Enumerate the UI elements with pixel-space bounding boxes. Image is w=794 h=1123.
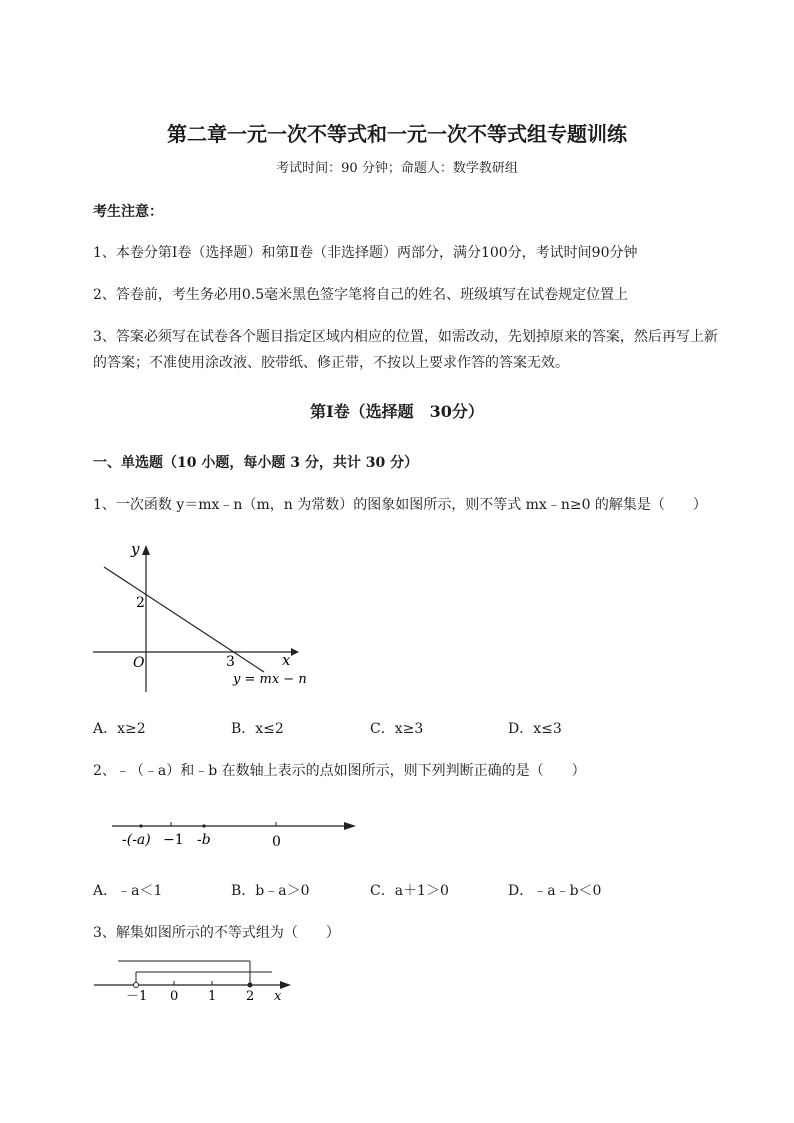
question-1-option-d: D．x≤3 <box>508 721 562 737</box>
x-intercept-label: 3 <box>226 654 235 670</box>
x-axis-arrow <box>291 648 299 656</box>
notes-heading: 考生注意： <box>93 204 163 220</box>
note-item-2: 2、答卷前，考生务必用0.5毫米黑色签字笔将自己的姓名、班级填写在试卷规定位置上 <box>93 287 629 303</box>
question-2-number-line <box>108 810 363 855</box>
question-2-option-b: B．b﹣a＞0 <box>231 883 310 899</box>
label-x: x <box>274 989 282 1004</box>
number-line-arrow <box>344 822 356 830</box>
open-point-neg-1 <box>134 983 139 988</box>
note-item-3-cont: 的答案；不准使用涂改液、胶带纸、修正带，不按以上要求作答的答案无效。 <box>93 355 569 371</box>
point-neg-b <box>202 824 205 827</box>
function-line <box>104 567 264 672</box>
closed-point-2 <box>248 983 253 988</box>
question-1-graph <box>88 535 318 700</box>
y-intercept-label: 2 <box>136 595 145 611</box>
number-line-arrow <box>280 981 291 989</box>
question-3-number-line <box>90 955 295 1005</box>
label-neg-1: −1 <box>163 832 184 848</box>
line-label: y = mx − n <box>233 672 307 687</box>
question-1-option-a: A．x≥2 <box>93 721 146 737</box>
label-0: 0 <box>170 989 179 1004</box>
question-1-option-c: C．x≥3 <box>370 721 424 737</box>
label-neg-neg-a: -(-a) <box>122 832 151 848</box>
label-zero: 0 <box>272 834 281 850</box>
note-item-3: 3、答案必须写在试卷各个题目指定区域内相应的位置，如需改动，先划掉原来的答案，然后再写上新 <box>93 329 718 345</box>
y-axis-label: y <box>131 540 140 558</box>
question-2-stem: 2、﹣（﹣a）和﹣b 在数轴上表示的点如图所示，则下列判断正确的是（ ） <box>93 763 586 779</box>
label-neg-1: －1 <box>126 989 148 1004</box>
question-2-option-d: D．﹣a﹣b＜0 <box>508 883 602 899</box>
note-item-1: 1、本卷分第Ⅰ卷（选择题）和第Ⅱ卷（非选择题）两部分，满分100分，考试时间90分钟 <box>93 245 638 261</box>
origin-label: O <box>133 655 145 671</box>
question-1-stem: 1、一次函数 y＝mx﹣n（m，n 为常数）的图象如图所示，则不等式 mx﹣n≥0 的解集是（ ） <box>93 497 707 513</box>
question-1-option-b: B．x≤2 <box>231 721 284 737</box>
part-heading: 一、单选题（10 小题，每小题 3 分，共计 30 分） <box>93 455 419 471</box>
question-2-option-a: A．﹣a＜1 <box>93 883 163 899</box>
label-1: 1 <box>208 989 217 1004</box>
section-title: 第Ⅰ卷（选择题 30分） <box>310 402 484 421</box>
point-neg-neg-a <box>139 824 142 827</box>
label-2: 2 <box>246 989 255 1004</box>
question-2-option-c: C．a＋1＞0 <box>370 883 449 899</box>
y-axis-arrow <box>142 545 150 555</box>
question-3-stem: 3、解集如图所示的不等式组为（ ） <box>93 925 340 941</box>
page-title: 第二章一元一次不等式和一元一次不等式组专题训练 <box>167 122 627 146</box>
exam-info: 考试时间：90 分钟；命题人：数学教研组 <box>276 161 518 176</box>
label-neg-b: -b <box>197 832 211 848</box>
x-axis-label: x <box>282 651 291 669</box>
